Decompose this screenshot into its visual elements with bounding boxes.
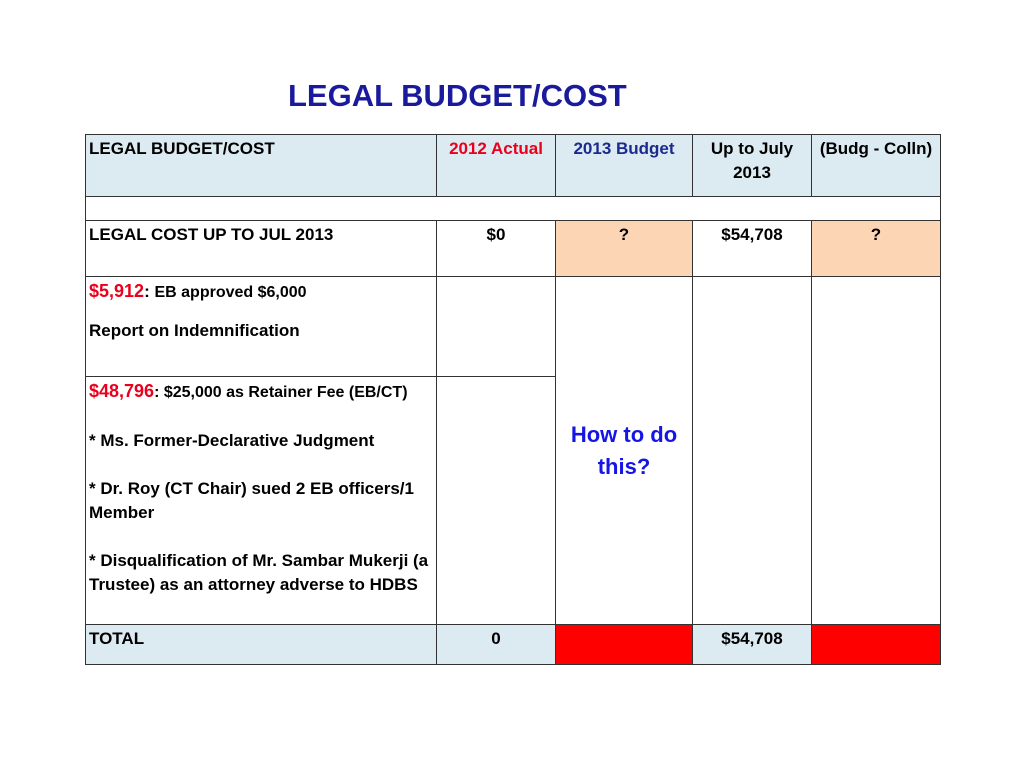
header-2013-budget: 2013 Budget — [556, 135, 693, 197]
header-budg-colln: (Budg - Colln) — [812, 135, 941, 197]
item2-bullet-2: * Dr. Roy (CT Chair) sued 2 EB officers/1 Member — [89, 479, 414, 522]
header-up-to-july-2013: Up to July 2013 — [693, 135, 812, 197]
total-label: TOTAL — [86, 625, 437, 665]
item2-amount: $48,796 — [89, 381, 155, 401]
item2-cell — [86, 377, 437, 625]
page-title: LEGAL BUDGET/COST — [288, 78, 627, 113]
items-up-to-july — [693, 277, 812, 625]
item1-note: EB approved $6,000 — [154, 284, 307, 301]
header-2012-actual: 2012 Actual — [437, 135, 556, 197]
item1-colon: : — [144, 282, 150, 301]
total-budg-colln-highlight — [812, 625, 941, 665]
legal-cost-row — [86, 221, 941, 277]
total-2012-actual: 0 — [437, 625, 556, 665]
legal-cost-label: LEGAL COST UP TO JUL 2013 — [86, 221, 437, 277]
item1-row — [86, 277, 941, 377]
header-legal-budget-cost: LEGAL BUDGET/COST — [86, 135, 437, 197]
legal-cost-2013-budget: ? — [556, 221, 693, 277]
total-up-to-july: $54,708 — [693, 625, 812, 665]
item1-cell — [86, 277, 437, 377]
item2-bullet-1: * Ms. Former-Declarative Judgment — [89, 431, 375, 450]
spacer-row — [86, 197, 941, 221]
spacer-cell — [86, 197, 941, 221]
budget-table — [85, 134, 941, 665]
total-2013-budget-highlight — [556, 625, 693, 665]
item1-description: Report on Indemnification — [89, 321, 300, 340]
item2-2012-actual — [437, 377, 556, 625]
legal-cost-up-to-july: $54,708 — [693, 221, 812, 277]
header-row — [86, 135, 941, 197]
item1-2012-actual — [437, 277, 556, 377]
items-budg-colln — [812, 277, 941, 625]
item2-bullet-3: * Disqualification of Mr. Sambar Mukerji (a Trustee) as an attorney adverse to HDBS — [89, 551, 429, 594]
legal-cost-budg-colln: ? — [812, 221, 941, 277]
item1-amount: $5,912 — [89, 281, 145, 301]
total-row — [86, 625, 941, 665]
how-to-do-this-note: How to do this? — [556, 277, 693, 625]
legal-cost-2012-actual: $0 — [437, 221, 556, 277]
item2-note: : $25,000 as Retainer Fee (EB/CT) — [154, 384, 408, 401]
